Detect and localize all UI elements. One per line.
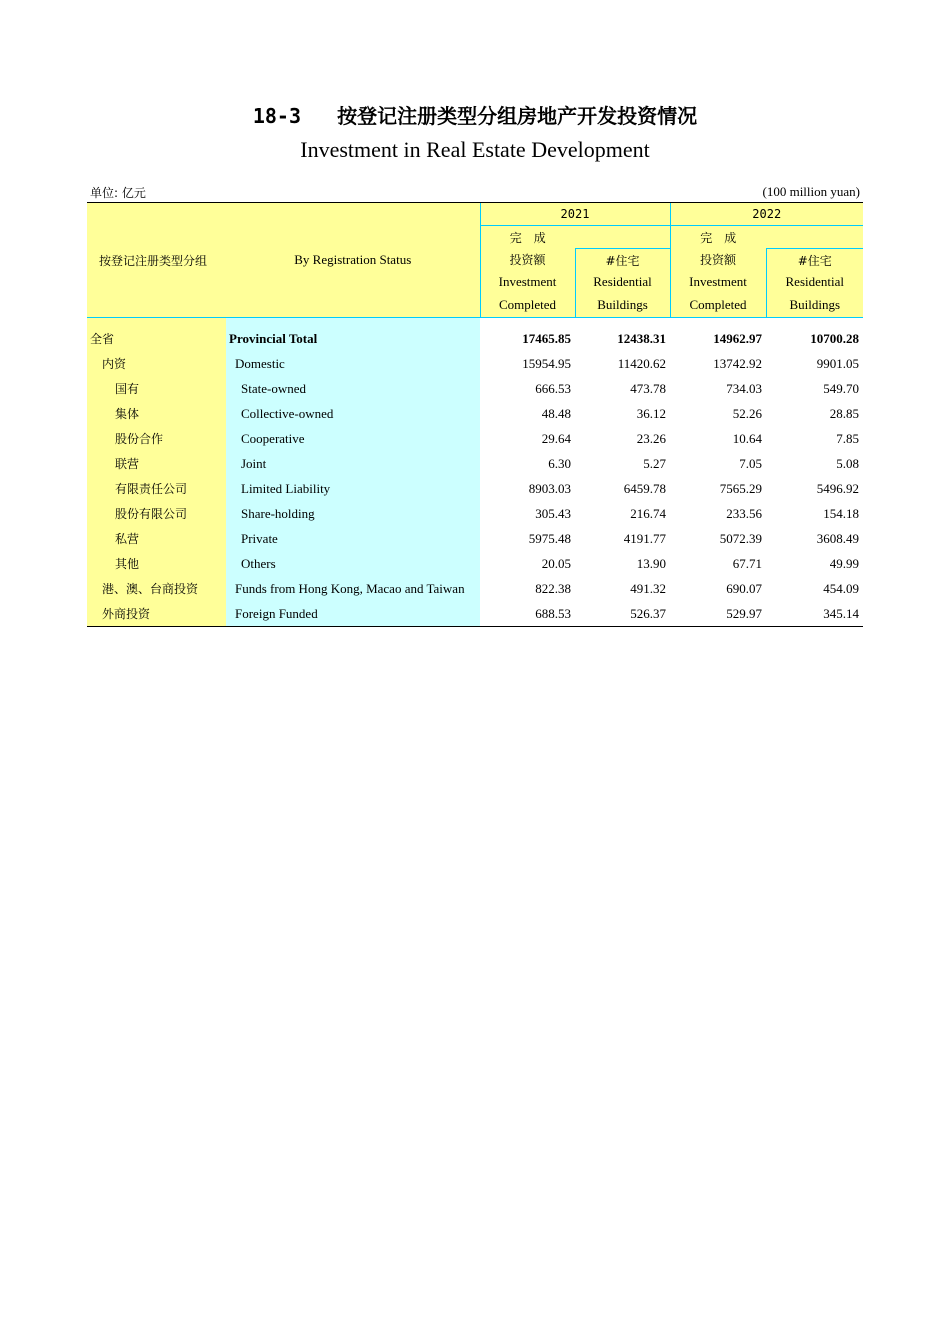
col-invest-en-2-2022: Completed [670, 293, 766, 318]
value-2021-investment: 17465.85 [522, 330, 571, 346]
value-2021-residential: 5.27 [643, 455, 666, 471]
col-invest-cn-2-2022: 投资额 [670, 249, 766, 272]
header-label-en: By Registration Status [226, 203, 480, 318]
value-2021-residential: 216.74 [630, 505, 666, 521]
table-row [87, 401, 863, 426]
row-label-cn: 私营 [87, 526, 226, 551]
value-2021-residential: 526.37 [575, 601, 670, 627]
col-res-en-2-2021: Buildings [575, 293, 670, 318]
col-res-en-1-2022: Residential [766, 271, 863, 293]
value-2022-investment: 690.07 [726, 580, 762, 596]
value-2021-investment: 688.53 [480, 601, 575, 627]
year-header-2022: 2022 [670, 203, 863, 226]
col-invest-en-2-2021: Completed [480, 293, 575, 318]
value-2022-investment: 67.71 [732, 555, 762, 571]
row-label-en: Provincial Total [226, 326, 480, 351]
value-2022-investment: 529.97 [670, 601, 766, 627]
table-row [87, 426, 863, 451]
value-2021-investment: 15954.95 [522, 355, 571, 371]
value-2022-investment: 734.03 [726, 380, 762, 396]
header-blank-2022 [766, 226, 863, 249]
row-label-cn: 有限责任公司 [87, 476, 226, 501]
unit-label-en: (100 million yuan) [762, 184, 860, 199]
table-row [87, 476, 863, 501]
value-2021-investment: 666.53 [535, 380, 571, 396]
row-label-cn: 内资 [87, 351, 226, 376]
value-2021-investment: 305.43 [535, 505, 571, 521]
value-2021-residential: 36.12 [636, 405, 666, 421]
value-2021-residential: 11420.62 [617, 355, 666, 371]
row-label-cn: 联营 [87, 451, 226, 476]
value-2022-investment: 7565.29 [719, 480, 762, 496]
table-row [87, 601, 863, 627]
col-invest-cn-2-2021: 投资额 [480, 249, 575, 272]
header-blank-2021 [575, 226, 670, 249]
value-2021-investment: 20.05 [541, 555, 571, 571]
value-2022-investment: 5072.39 [719, 530, 762, 546]
header-row-years [87, 203, 863, 226]
value-2022-residential: 345.14 [766, 601, 863, 627]
row-label-en: Domestic [226, 351, 480, 376]
value-2022-residential: 7.85 [836, 430, 859, 446]
value-2021-investment: 48.48 [541, 405, 571, 421]
value-2022-residential: 9901.05 [816, 355, 859, 371]
row-label-cn: 集体 [87, 401, 226, 426]
value-2021-residential: 6459.78 [623, 480, 666, 496]
col-invest-cn-1-2021: 完 成 [480, 226, 575, 249]
title-cn-text: 按登记注册类型分组房地产开发投资情况 [337, 104, 698, 128]
value-2022-residential: 154.18 [823, 505, 859, 521]
value-2022-residential: 454.09 [823, 580, 859, 596]
row-label-en: Share-holding [226, 501, 480, 526]
value-2022-residential: 5496.92 [816, 480, 859, 496]
row-label-cn: 港、澳、台商投资 [87, 576, 226, 601]
table-number: 18-3 [252, 104, 302, 128]
value-2022-investment: 14962.97 [713, 330, 762, 346]
row-label-cn: 股份有限公司 [87, 501, 226, 526]
investment-table [87, 202, 863, 627]
value-2022-residential: 5.08 [836, 455, 859, 471]
row-label-cn: 股份合作 [87, 426, 226, 451]
page-title-en: Investment in Real Estate Development [300, 137, 650, 162]
col-invest-en-1-2022: Investment [670, 271, 766, 293]
value-2022-investment: 7.05 [739, 455, 762, 471]
value-2022-residential: 49.99 [829, 555, 859, 571]
value-2022-residential: 10700.28 [810, 330, 859, 346]
value-2022-residential: 28.85 [829, 405, 859, 421]
row-label-cn: 国有 [87, 376, 226, 401]
table-row [87, 551, 863, 576]
table-row [87, 501, 863, 526]
row-label-en: Funds from Hong Kong, Macao and Taiwan [226, 576, 480, 601]
value-2021-investment: 822.38 [535, 580, 571, 596]
value-2021-investment: 6.30 [548, 455, 571, 471]
row-label-cn: 其他 [87, 551, 226, 576]
value-2021-residential: 13.90 [636, 555, 666, 571]
col-invest-en-1-2021: Investment [480, 271, 575, 293]
value-2021-investment: 5975.48 [528, 530, 571, 546]
value-2021-residential: 12438.31 [617, 330, 666, 346]
table-row [87, 526, 863, 551]
col-res-cn-2022: #住宅 [766, 249, 863, 272]
row-label-en: State-owned [226, 376, 480, 401]
col-invest-cn-1-2022: 完 成 [670, 226, 766, 249]
table-row [87, 451, 863, 476]
row-label-en: Others [226, 551, 480, 576]
value-2021-residential: 23.26 [636, 430, 666, 446]
value-2022-investment: 233.56 [726, 505, 762, 521]
value-2022-residential: 3608.49 [816, 530, 859, 546]
value-2022-investment: 52.26 [732, 405, 762, 421]
value-2021-residential: 491.32 [630, 580, 666, 596]
col-res-cn-2021: #住宅 [575, 249, 670, 272]
page-title-cn [0, 100, 950, 129]
col-res-en-2-2022: Buildings [766, 293, 863, 318]
value-2021-residential: 473.78 [630, 380, 666, 396]
table-row [87, 576, 863, 601]
header-label-cn: 按登记注册类型分组 [87, 203, 226, 318]
table-row [87, 351, 863, 376]
row-label-en: Joint [226, 451, 480, 476]
value-2022-investment: 13742.92 [713, 355, 762, 371]
header-separator [87, 318, 863, 327]
table-row [87, 326, 863, 351]
row-label-en: Collective-owned [226, 401, 480, 426]
row-label-en: Foreign Funded [226, 601, 480, 627]
year-header-2021: 2021 [480, 203, 670, 226]
table-row [87, 376, 863, 401]
row-label-cn: 外商投资 [87, 601, 226, 627]
row-label-cn: 全省 [87, 326, 226, 351]
value-2022-residential: 549.70 [823, 380, 859, 396]
value-2021-investment: 29.64 [541, 430, 571, 446]
row-label-en: Private [226, 526, 480, 551]
row-label-en: Limited Liability [226, 476, 480, 501]
row-label-en: Cooperative [226, 426, 480, 451]
value-2022-investment: 10.64 [732, 430, 762, 446]
unit-label-cn: 单位: 亿元 [90, 186, 146, 200]
value-2021-residential: 4191.77 [623, 530, 666, 546]
col-res-en-1-2021: Residential [575, 271, 670, 293]
value-2021-investment: 8903.03 [528, 480, 571, 496]
